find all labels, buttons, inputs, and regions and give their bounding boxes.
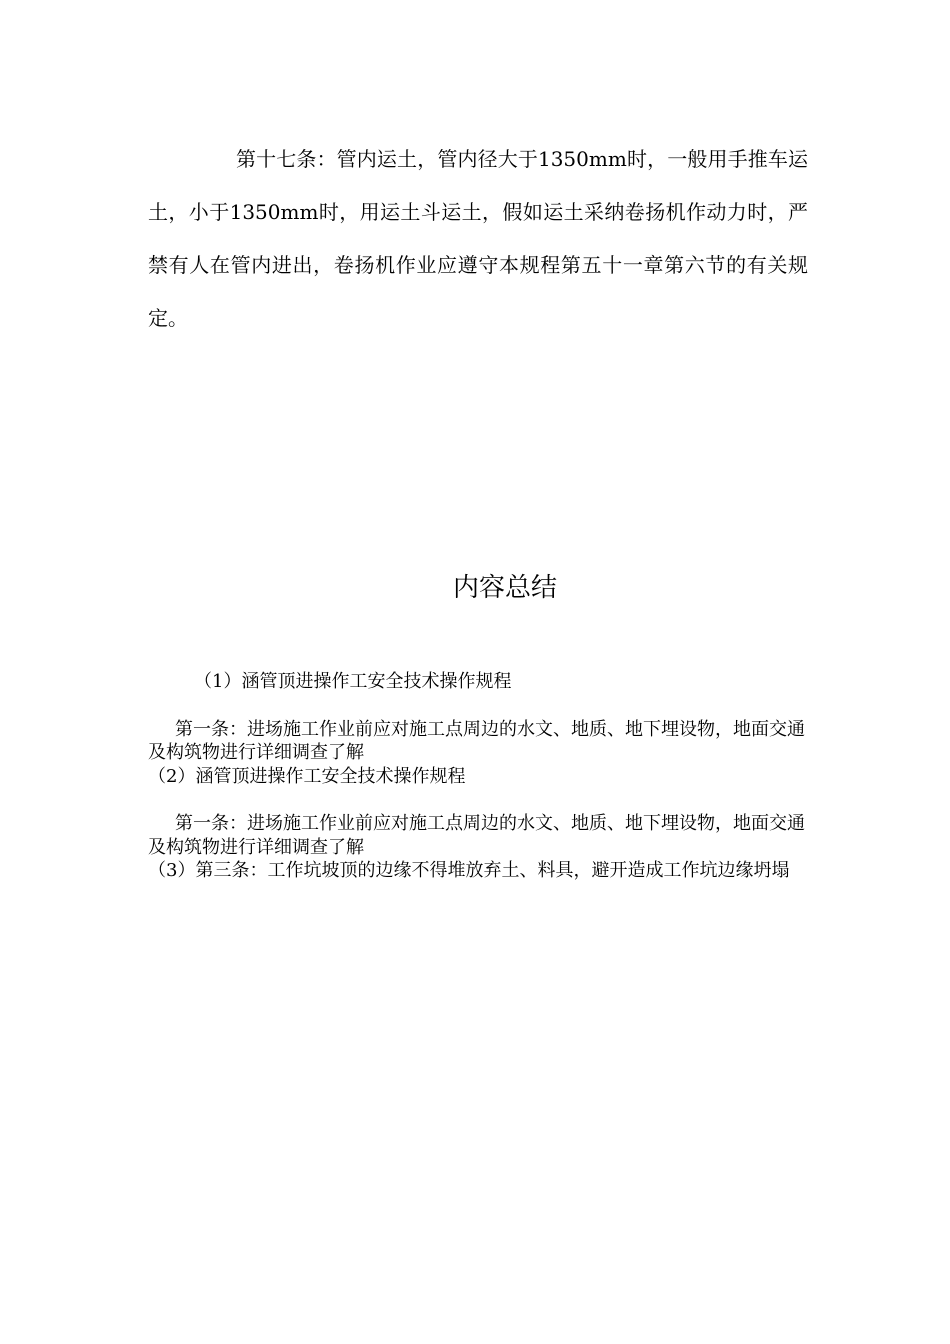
summary-item-3: （3）第三条：工作坑坡顶的边缘不得堆放弃土、料具，避开造成工作坑边缘坍塌 bbox=[148, 860, 790, 881]
summary-item-1-heading: （1）涵管顶进操作工安全技术操作规程 bbox=[194, 671, 512, 692]
summary-item-2-body: 第一条：进场施工作业前应对施工点周边的水文、地质、地下埋设物，地面交通及构筑物进行详细调查了解 bbox=[148, 813, 805, 858]
summary-item-2-heading: （2）涵管顶进操作工安全技术操作规程 bbox=[148, 765, 466, 787]
summary-title: 内容总结 bbox=[452, 573, 557, 603]
article-paragraph: 第十七条：管内运土，管内径大于1350mm时，一般用手推车运土，小于1350mm时，用运土斗运土，假如运土采纳卷扬机作动力时，严禁有人在管内进出，卷扬机作业应遵守本规程第五十一章第六节的有关规定。 bbox=[148, 147, 808, 330]
summary-item-1-body: 第一条：进场施工作业前应对施工点周边的水文、地质、地下埋设物，地面交通及构筑物进行详细调查了解 bbox=[148, 718, 805, 763]
summary-section bbox=[148, 670, 808, 883]
